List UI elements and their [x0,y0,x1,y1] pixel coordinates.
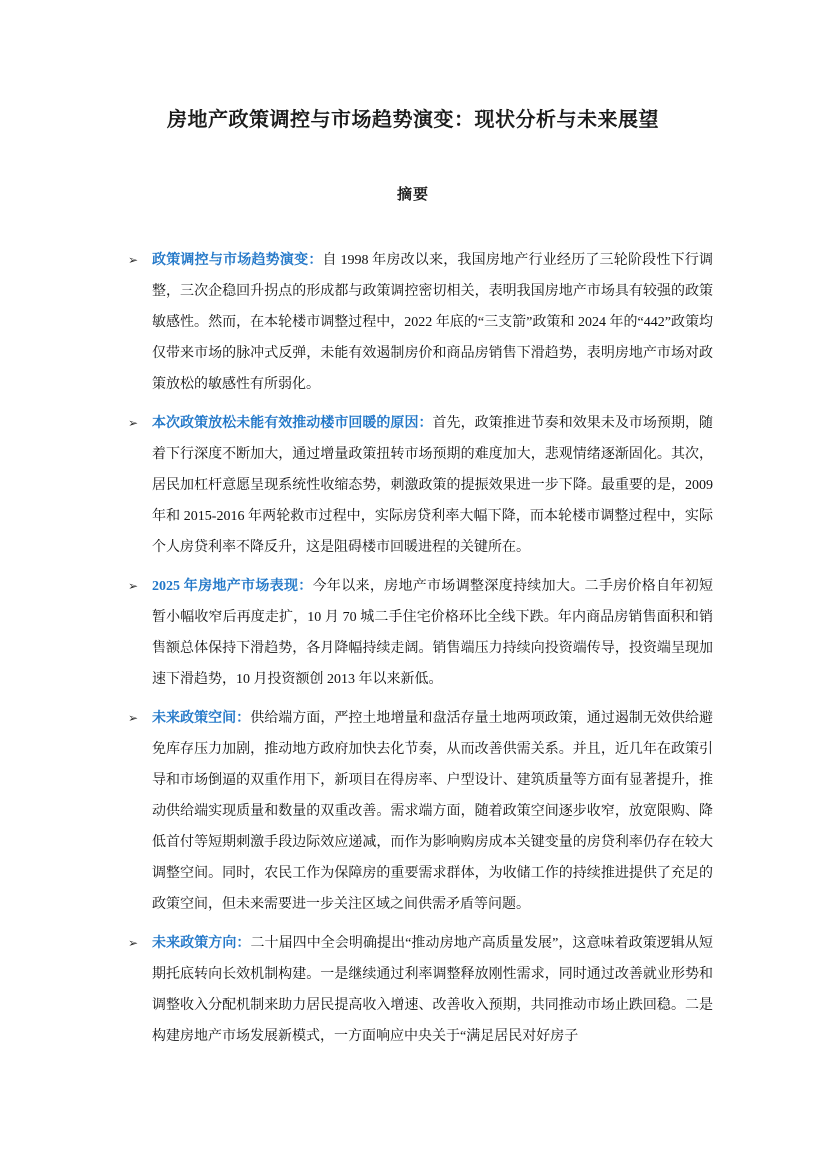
arrow-bullet-icon: ➢ [128,711,139,725]
bullet-body-text: 二十届四中全会明确提出“推动房地产高质量发展”，这意味着政策逻辑从短期托底转向长效机制构建。一是继续通过利率调整释放刚性需求，同时通过改善就业形势和调整收入分配机制来助力居民提高收入增速、改善收入预期，共同推动市场止跌回稳。二是构建房地产市场发展新模式，一方面响应中央关于“满足居民对好房子 [152,936,713,1044]
bullet-item-future-policy-direction [128,928,713,1052]
bullet-paragraph [152,408,713,563]
bullet-lead-text: 2025 年房地产市场表现： [152,579,313,594]
bullet-body-text: 今年以来，房地产市场调整深度持续加大。二手房价格自年初短暂小幅收窄后再度走扩，10 月 70 城二手住宅价格环比全线下跌。年内商品房销售面积和销售额总体保持下滑趋势，各月降幅持续走阔。销售端压力持续向投资端传导，投资端呈现加速下滑趋势，10 月投资额创 2013 年以来新低。 [152,579,713,687]
bullet-paragraph [152,571,713,695]
page-title: 房地产政策调控与市场趋势演变：现状分析与未来展望 [167,109,659,131]
arrow-bullet-icon: ➢ [128,416,139,430]
arrow-bullet-icon: ➢ [128,579,139,593]
abstract-heading: 摘要 [396,187,429,203]
bullet-item-2025-market-performance [128,571,713,695]
bullet-lead-text: 未来政策空间： [152,711,251,726]
arrow-bullet-icon: ➢ [128,253,139,267]
bullet-lead-text: 未来政策方向： [152,936,251,951]
bullet-body-text: 供给端方面，严控土地增量和盘活存量土地两项政策，通过遏制无效供给避免库存压力加剧，推动地方政府加快去化节奏，从而改善供需关系。并且，近几年在政策引导和市场倒逼的双重作用下，新项目在得房率、户型设计、建筑质量等方面有显著提升，推动供给端实现质量和数量的双重改善。需求端方面，随着政策空间逐步收窄，放宽限购、降低首付等短期刺激手段边际效应递减，而作为影响购房成本关键变量的房贷利率仍存在较大调整空间。同时，农民工作为保障房的重要需求群体，为收储工作的持续推进提供了充足的政策空间，但未来需要进一步关注区域之间供需矛盾等问题。 [152,711,714,912]
summary-bullet-list [128,245,713,1052]
bullet-item-future-policy-space [128,703,713,920]
bullet-paragraph [152,703,713,920]
bullet-paragraph [152,928,713,1052]
bullet-lead-text: 本次政策放松未能有效推动楼市回暖的原因： [152,416,433,431]
bullet-paragraph [152,245,713,400]
bullet-lead-text: 政策调控与市场趋势演变： [152,253,323,268]
bullet-item-policy-easing-reasons [128,408,713,563]
bullet-item-policy-evolution [128,245,713,400]
bullet-body-text: 首先，政策推进节奏和效果未及市场预期，随着下行深度不断加大，通过增量政策扭转市场预期的难度加大，悲观情绪逐渐固化。其次，居民加杠杆意愿呈现系统性收缩态势，刺激政策的提振效果进一步下降。最重要的是，2009 年和 2015-2016 年两轮救市过程中，实际房贷利率大幅下降，而本轮楼市调整过程中，实际个人房贷利率不降反升，这是阻碍楼市回暖进程的关键所在。 [152,416,714,555]
bullet-body-text: 自 1998 年房改以来，我国房地产行业经历了三轮阶段性下行调整，三次企稳回升拐点的形成都与政策调控密切相关，表明我国房地产市场具有较强的政策敏感性。然而，在本轮楼市调整过程中，2022 年底的“三支箭”政策和 2024 年的“442”政策均仅带来市场的脉冲式反弹，未能有效遏制房价和商品房销售下滑趋势，表明房地产市场对政策放松的敏感性有所弱化。 [152,253,714,392]
arrow-bullet-icon: ➢ [128,936,139,950]
